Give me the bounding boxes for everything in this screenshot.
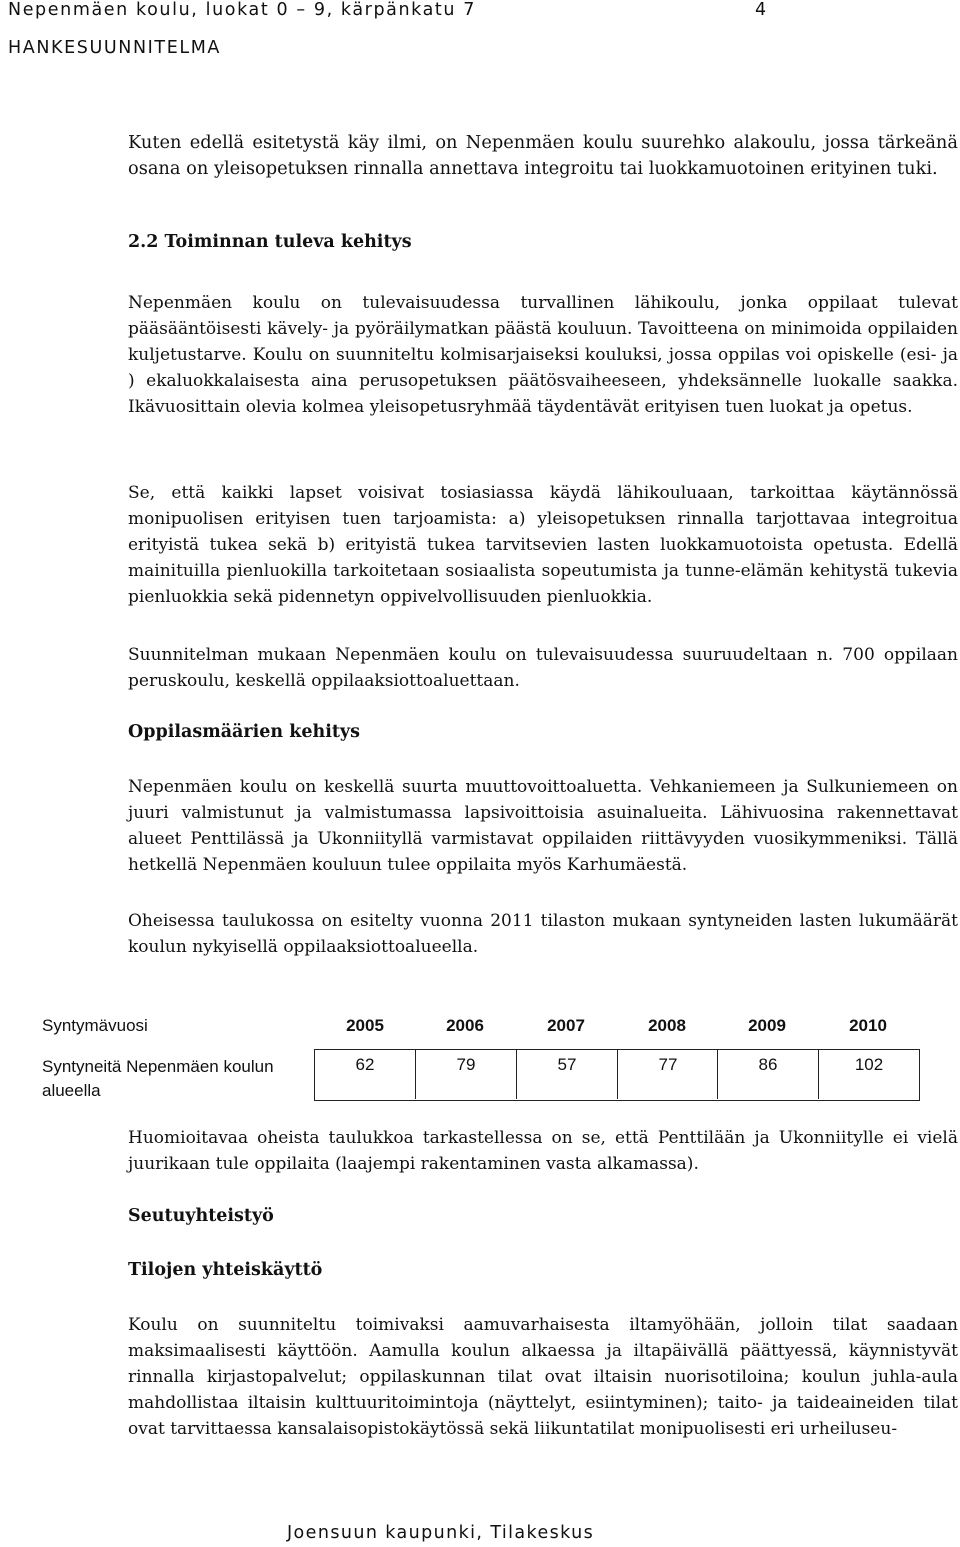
table-year: 2008 bbox=[648, 1016, 686, 1035]
heading-tilojen-yhteiskaytto: Tilojen yhteiskäyttö bbox=[128, 1260, 323, 1280]
footer: Joensuun kaupunki, Tilakeskus bbox=[287, 1523, 595, 1543]
table-cell: 62 bbox=[355, 1055, 375, 1074]
intro-paragraph: Kuten edellä esitetystä käy ilmi, on Nepenmäen koulu suurehko alakoulu, jossa tärkeänä osana on yleisopetuksen rinnalla annettava integroitu tai luokkamuotoinen erityinen tuki. bbox=[128, 132, 958, 179]
table-cell: 86 bbox=[717, 1049, 818, 1099]
paragraph-6: Huomioitavaa oheista taulukkoa tarkastellessa on se, että Penttilään ja Ukonniitylle ei vielä juurikaan tule oppilaita (laajempi rakentaminen vasta alkamassa). bbox=[128, 1128, 958, 1174]
table-year: 2006 bbox=[446, 1016, 484, 1035]
table-year: 2005 bbox=[346, 1016, 384, 1035]
table-year: 2007 bbox=[547, 1016, 585, 1035]
paragraph-7: Koulu on suunniteltu toimivaksi aamuvarhaisesta iltamyöhään, jolloin tilat saadaan maksimaalisesti käyttöön. Aamulla koulun alkaessa ja iltapäivällä päättyessä, käynnistyvät rinnalla kirjastopalvelut; oppilaskunnan tilat ovat iltaisin nuorisotiloina; koulun juhla-aula mahdollistaa iltaisin kulttuuritoimintoja (näyttelyt, esiintyminen); taito- ja taideaineiden tilat ovat tarvittaessa kansalaisopistokäytössä sekä liikuntatilat monipuolisesti eri urheiluseu- bbox=[128, 1315, 958, 1439]
header-subtitle: HANKESUUNNITELMA bbox=[8, 38, 221, 58]
table-cell: 77 bbox=[617, 1049, 718, 1099]
table-row-label-years: Syntymävuosi bbox=[42, 1016, 148, 1035]
table-cell: 57 bbox=[516, 1049, 617, 1099]
paragraph-2: Se, että kaikki lapset voisivat tosiasiassa käydä lähikouluaan, tarkoittaa käytännössä monipuolisen erityisen tuen tarjoamista: a) yleisopetuksen rinnalla tarjottavaa integroitua erityistä tukea sekä b) erityistä tukea tarvitsevien lasten luokkamuotoista opetusta. Edellä mainituilla pienluokilla tarkoitetaan sosiaalista sopeutumista ja tunne-elämän kehitystä tukevia pienluokkia sekä pidennetyn oppivelvollisuuden pienluokkia. bbox=[128, 483, 958, 607]
heading-seutuyhteistyo: Seutuyhteistyö bbox=[128, 1206, 274, 1226]
table-cell: 79 bbox=[415, 1049, 516, 1099]
section-heading-2-2: 2.2 Toiminnan tuleva kehitys bbox=[128, 232, 412, 252]
header-title: Nepenmäen koulu, luokat 0 – 9, kärpänkatu 7 bbox=[8, 0, 476, 20]
table-row-label-births: Syntyneitä Nepenmäen koulun alueella bbox=[42, 1057, 274, 1100]
heading-oppilasmaarien-kehitys: Oppilasmäärien kehitys bbox=[128, 722, 360, 742]
table-year: 2009 bbox=[748, 1016, 786, 1035]
page-number: 4 bbox=[755, 0, 767, 20]
table-cell: 102 bbox=[818, 1049, 919, 1099]
paragraph-5: Oheisessa taulukossa on esitelty vuonna 2011 tilaston mukaan syntyneiden lasten lukumäärät koulun nykyisellä oppilaaksiottoalueella. bbox=[128, 911, 958, 957]
table-year: 2010 bbox=[849, 1016, 887, 1035]
paragraph-4: Nepenmäen koulu on keskellä suurta muuttovoittoaluetta. Vehkaniemeen ja Sulkuniemeen on juuri valmistunut ja valmistumassa lapsivoittoisia asuinalueita. Lähivuosina rakennettavat alueet Penttilässä ja Ukonniityllä varmistavat oppilaiden riittävyyden vuosikymmeniksi. Tällä hetkellä Nepenmäen kouluun tulee oppilaita myös Karhumäestä. bbox=[128, 777, 958, 875]
paragraph-1: Nepenmäen koulu on tulevaisuudessa turvallinen lähikoulu, jonka oppilaat tulevat pääsääntöisesti kävely- ja pyöräilymatkan päästä kouluun. Tavoitteena on minimoida oppilaiden kuljetustarve. Koulu on suunniteltu kolmisarjaiseksi kouluksi, jossa oppilas voi opiskelle (esi- ja ) ekaluokkalaisesta aina perusopetuksen päätösvaiheeseen, yhdeksännelle luokalle saakka. Ikävuosittain olevia kolmea yleisopetusryhmää täydentävät erityisen tuen luokat ja opetus. bbox=[128, 293, 958, 417]
paragraph-3: Suunnitelman mukaan Nepenmäen koulu on tulevaisuudessa suuruudeltaan n. 700 oppilaan peruskoulu, keskellä oppilaaksiottoaluettaan. bbox=[128, 645, 958, 691]
